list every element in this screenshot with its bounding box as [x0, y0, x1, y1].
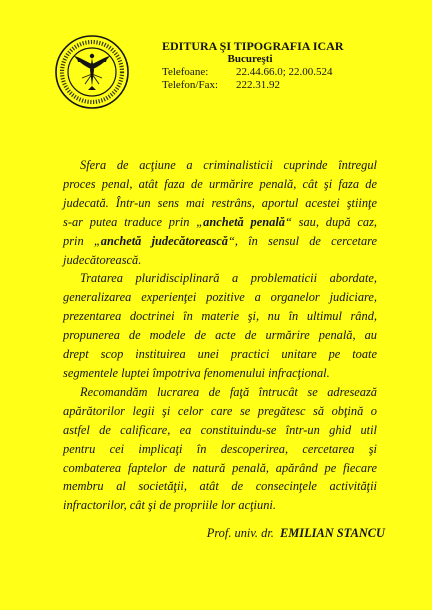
text-line [63, 232, 377, 251]
text-line [63, 364, 377, 383]
back-cover-text [63, 156, 377, 515]
contact-row-phones [162, 66, 424, 79]
contact-value: 222.31.92 [236, 78, 280, 91]
text-segment: Sfera de acţiune a criminalisticii cuprinde întregul [80, 158, 377, 172]
text-line [63, 326, 377, 345]
text-segment: Recomandăm lucrarea de faţă întrucât se adresează [80, 384, 377, 399]
emphasis-text: anchetă judecătorească [100, 233, 228, 248]
contact-label: Telefoane: [162, 66, 209, 78]
text-line [63, 421, 377, 440]
publisher-header [162, 39, 424, 91]
paragraph [63, 383, 377, 515]
text-segment: prin „ [63, 233, 101, 248]
contact-label: Telefon/Fax: [162, 78, 219, 91]
text-segment: Tratarea pluridisciplinară a problematicii abordate, [80, 271, 377, 286]
text-segment: proces penal, atât faza de urmărire penală, cât şi faza de [63, 176, 377, 191]
icar-logo-icon [54, 34, 130, 110]
text-segment: “, în sensul de cercetare [228, 233, 377, 248]
publisher-city: Bucureşti [227, 53, 273, 65]
text-segment: pentru cei implicaţi în descoperirea, cercetarea şi [63, 441, 377, 456]
text-segment: segmentele luptei împotriva fenomenului infracţional. [63, 365, 330, 380]
text-segment: generalizarea experienţei pozitive a organelor judiciare, [63, 290, 377, 305]
text-line [63, 251, 377, 270]
signature-name: EMILIAN STANCU [279, 526, 385, 540]
text-line [63, 402, 377, 421]
contact-value: 22.44.66.0; 22.00.524 [236, 66, 333, 78]
text-line [63, 459, 377, 478]
text-line [63, 496, 377, 515]
text-segment: “ sau, după caz, [284, 214, 377, 229]
text-line [63, 307, 377, 326]
text-segment: propunerea de modele de acte de urmărire penală, au [63, 328, 377, 343]
signature [207, 526, 385, 541]
text-segment: judecătorească. [63, 252, 142, 267]
text-line [63, 477, 377, 496]
text-line [63, 213, 377, 232]
paragraph [63, 269, 377, 382]
text-segment: drept scop instituirea unei practici unitare pe toate [63, 347, 377, 362]
text-segment: s-ar putea traduce prin „ [63, 214, 204, 229]
contact-row-fax [162, 79, 424, 92]
text-line [63, 269, 377, 288]
paragraph [63, 156, 377, 269]
text-line [63, 156, 377, 175]
text-segment: astfel de calificare, ea constituindu-se într-un ghid util [63, 422, 377, 437]
text-line [63, 175, 377, 194]
text-segment: membru al societăţii, atât de consecinţele activităţii [63, 479, 377, 494]
emphasis-text: anchetă penală [203, 214, 285, 229]
text-segment: prezentarea doctrinei în materie şi, nu în ultimul rând, [63, 309, 377, 324]
publisher-name: EDITURA ŞI TIPOGRAFIA ICAR [162, 39, 344, 53]
text-segment: judecată. Într-un sens mai restrâns, aportul acestei ştiinţe [63, 195, 377, 210]
text-line [63, 288, 377, 307]
signature-title: Prof. univ. dr. [206, 526, 274, 540]
text-line [63, 440, 377, 459]
text-line [63, 194, 377, 213]
text-segment: infractorilor, cât şi de propriile lor acţiuni. [63, 498, 276, 513]
text-line [63, 383, 377, 402]
text-segment: combaterea faptelor de natură penală, apărând pe fiecare [63, 460, 377, 475]
text-segment: apărătorilor legii şi celor care se pregătesc să obţină o [63, 403, 377, 418]
text-line [63, 345, 377, 364]
